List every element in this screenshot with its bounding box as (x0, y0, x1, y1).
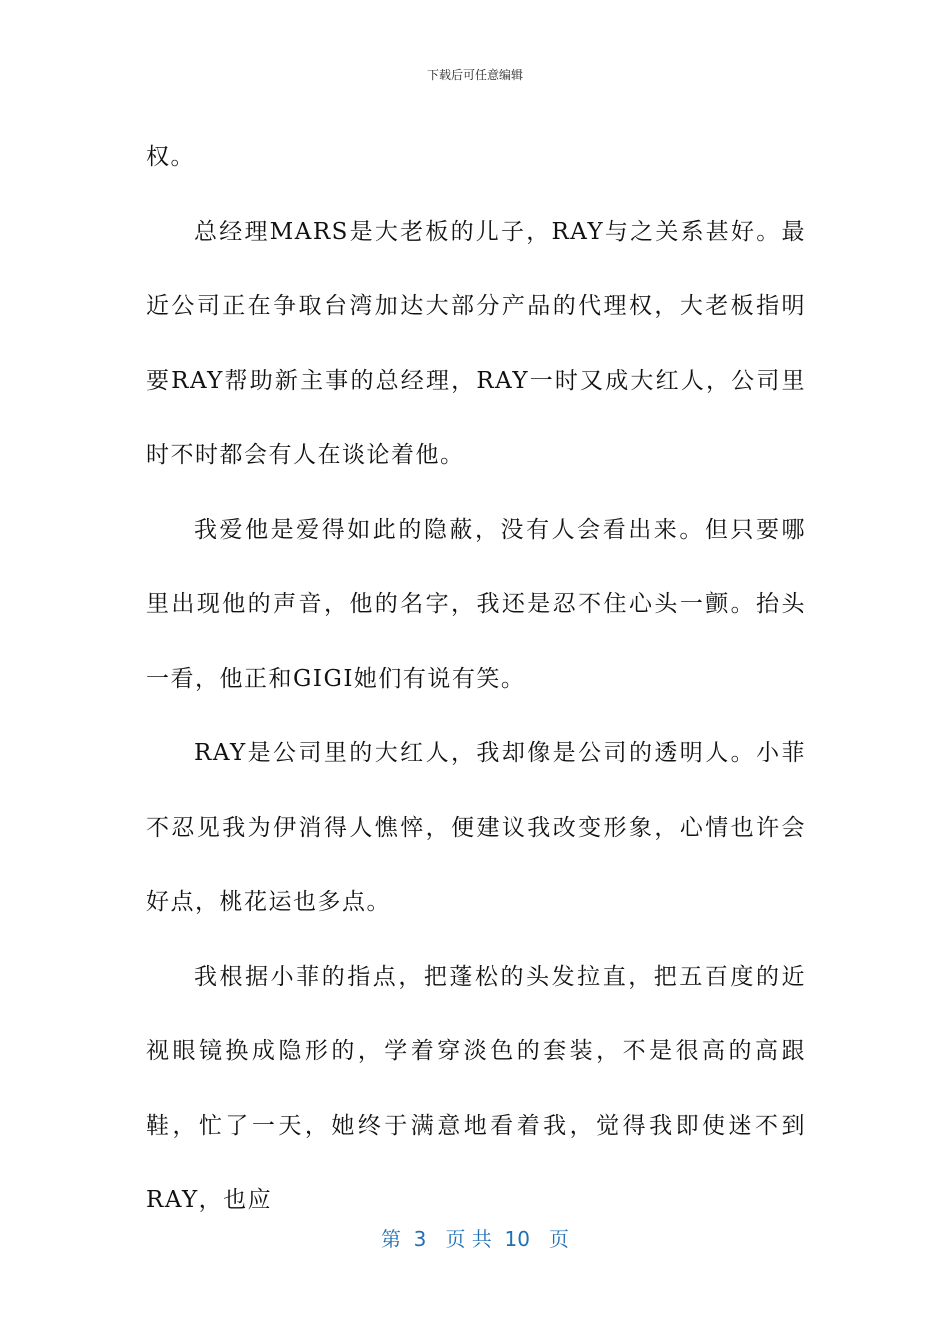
document-body (146, 120, 806, 1238)
paragraph: 权。 (146, 144, 195, 170)
paragraph: 总经理MARS是大老板的儿子，RAY与之关系甚好。最近公司正在争取台湾加达大部分产品的代理权，大老板指明要RAY帮助新主事的总经理，RAY一时又成大红人，公司里时不时都会有人在谈论着他。 (146, 218, 806, 468)
paragraph: RAY是公司里的大红人，我却像是公司的透明人。小菲不忍见我为伊消得人憔悴，便建议我改变形象，心情也许会好点，桃花运也多点。 (146, 740, 806, 915)
page-number: 第 3 页 共 10 页 (380, 1227, 570, 1251)
header-note: 下载后可任意编辑 (426, 68, 523, 82)
paragraph: 我根据小菲的指点，把蓬松的头发拉直，把五百度的近视眼镜换成隐形的，学着穿淡色的套装，不是很高的高跟鞋，忙了一天，她终于满意地看着我，觉得我即使迷不到RAY，也应 (146, 963, 806, 1213)
paragraph: 我爱他是爱得如此的隐蔽，没有人会看出来。但只要哪里出现他的声音，他的名字，我还是忍不住心头一颤。抬头一看，他正和GIGI她们有说有笑。 (146, 516, 806, 692)
